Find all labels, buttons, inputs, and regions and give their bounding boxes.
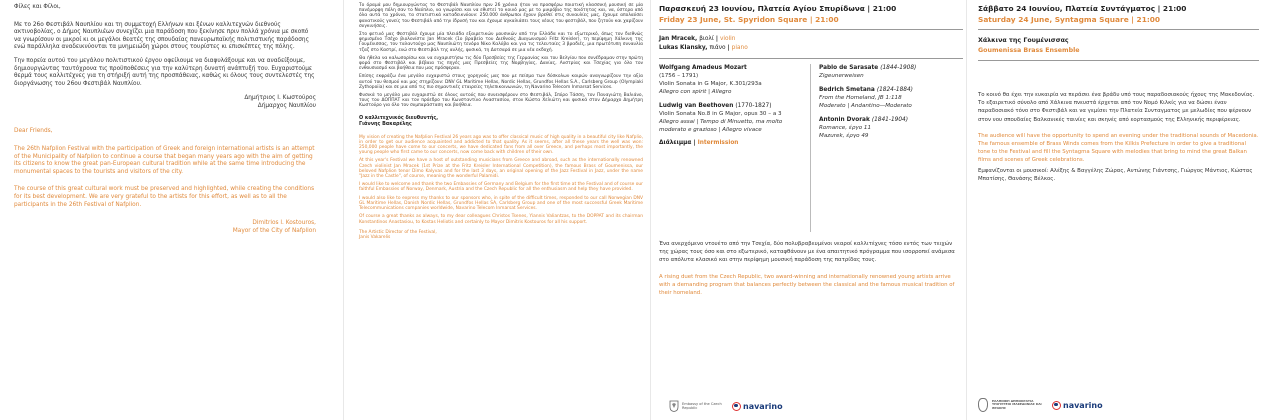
paragraph-gr: Την πορεία αυτού του μεγάλου πολιτιστικού έργου οφείλουμε να διαφυλάξουμε και να αναδείξουμε, δημιουργώντας ταυτόχρονα τις προϋποθέσεις για την καλύτερη δυνατή ανάπτυξή του. Ευχαριστούμε θερμά τους καλλιτέχνες για τη στήριξή αυτή της προσπάθειας, καθώς κι όλους τους συντελεστές της διοργάνωσης του 26ου Φεστιβάλ Ναυπλίου. <box>14 57 315 87</box>
performer-line: Lukas Klansky, πιάνο | piano <box>659 45 748 51</box>
work-title: From the Homeland, JB 1:118 <box>819 95 902 101</box>
composer-name: Wolfgang Amadeus Mozart <box>659 65 747 71</box>
navarino-mark-icon <box>732 402 741 411</box>
performer-line: Jan Mracek, βιολί | violin <box>659 36 736 42</box>
work-title: Mazurek, έργο 49 <box>819 133 869 139</box>
navarino-logo: navarino <box>732 402 783 411</box>
paragraph-en: Of course a great thanks as always, to my dear colleagues Christos Tsenes, Yiannis Valiantzas, to the DOPPAT and its chairman Konstantinos Anastasiou, to Kostas Heliotis and certainly to Mayor Dimitris Kostouros for all his support. <box>359 214 643 225</box>
signature-en: Dimitrios I. Kostouros, Mayor of the City of Nafplion <box>232 220 316 235</box>
czech-embassy-logo: Embassy of the Czech Republic <box>682 402 722 410</box>
director-message-column <box>355 0 647 420</box>
director-signature-en: The Artistic Director of the Festival, Janis Vakarelis <box>359 229 437 240</box>
concert-description-en: The audience will have the opportunity to spend an evening under the traditional sounds of Macedonia. The famous ensemble of Brass Winds comes from the Kilkis Prefecture in order to give a traditional tone to the Festival and fill the Syntagma Square with melodies that bring to mind the great Balkan films and scenes of Greek celebrations. <box>978 132 1259 164</box>
navarino-mark-icon <box>1052 401 1061 410</box>
paragraph-gr: Στο φετινό μας Φεστιβάλ έχουμε μία πλειάδα εξαιρετικών μουσικών από την Ελλάδα και το εξωτερικό, όπως τον διεθνώς φημισμένο Τσέχο βιολονίστα Jan Mracek (1ο βραβείο του Διεθνούς Διαγωνισμού Fritz Kreisler), τη περίφημη Χάλκινη της Γουμένισσας, τον ταλαντούχο μας Ναυπλιώτη τενόρο Νίκο Καλύβα και για τις τελευταίες 3 βραδιές, μια πρωτότυπη συναυλία τζαζ στο Καστρί, ενώ στο Φεστιβάλ της αυλής, φυσικά, τη Δοτσαρά σε μια νέα εκδοχή. <box>359 32 643 53</box>
event-title-gr: Παρασκευή 23 Ιουνίου, Πλατεία Αγίου Σπυρίδωνα | 21:00 <box>659 4 897 13</box>
intermission-label: Διάλειμμα | Intermission <box>659 140 739 146</box>
paragraph-en: The 26th Nafplion Festival with the participation of Greek and foreign international artists is an attempt of the Municipality of Nafplion to continue a course that began many years ago with the aim of getting its citizens to know the great pan-European cultural tradition while at the same time introducing the monumental spaces to the tourists and visitors of the city. <box>14 145 315 175</box>
composer-name: Ludwig van Beethoven (1770-1827) <box>659 103 772 109</box>
friday-concert-column <box>653 0 967 420</box>
movements: Moderato | Andantino—Moderato <box>819 103 912 109</box>
movements: Allegro con spirit | Allegro <box>659 89 732 95</box>
paragraph-gr: Θα ήθελα να καλωσορίσω και να ευχαριστήσω τις δύο Πρεσβείες της Γερμανίας και του Βελγίου που συνέδραμαν στην πρώτη φορά στο Φεστιβάλ και βέβαια τις πηγές μας Πρεσβείες της Νορβηγίας, Δανίας, Αυστρίας και Τσεχίας για όλο τον ενθουσιασμό και βοήθεια που μας πρόσφεραν. <box>359 55 643 72</box>
paragraph-en: I would like to welcome and thank the two Embassies of Germany and Belgium for the first time at the Festival and of course our faithful Embassies of Norway, Denmark, Austria and the Czech Republic for all the enthusiasm and help they have provided. <box>359 182 643 193</box>
ensemble-title-en: Goumenissa Brass Ensemble <box>978 47 1080 54</box>
paragraph-en: My vision of creating the Nafplion Festival 26 years ago was to offer classical music of high quality in a beautiful city like Nafplio, in order to get our audience acquainted and addicted to that quality. As it seems, after all these years the well was won: 250,000 people have come to our concerts, we have dedicated fans from all over Greece, and perhaps most importantly, the young people who first came to our concerts, now come back with children of their own. <box>359 134 643 156</box>
event-title-en: Saturday 24 June, Syntagma Square | 21:00 <box>978 15 1161 24</box>
paragraph-en: The course of this great cultural work must be preserved and highlighted, while creating the conditions for its best development. We are very grateful to the artists for this effort, as well as to all the participants in the 26th Festival of Nafplion. <box>14 186 315 208</box>
concert-description-gr: Ένα ανερχόμενο ντουέτο από την Τσεχία, δύο πολυβραβευμένοι νεαροί καλλιτέχνες τόσο εντός των τειχών της χώρας τους όσο και στο εξωτερικό, καταφθάνουν με ένα απαιτητικό πρόγραμμα που ισορροπεί ανάμεσα στο απόλυτα κλασικό και στην περίφημη μουσική παράδοση της πατρίδας τους. <box>659 241 955 264</box>
paragraph-gr: Φυσικά το μεγάλο μου ευχαριστώ σε όλους αυτούς που συνεισφέρουν στο Φεστιβάλ, Σπύρο Τάσση, τον Παναγιώτη Βαλιάνο, τους του ΔΟΠΠΑΤ και τον πρόεδρο του Κωνσταντίνο Αναστασίου, στον Κώστα Χελιώτη και φυσικά στον Δήμαρχο Δημήτρη Κωστούρο για όλο τον συμπαράσταση και βοήθεια. <box>359 93 643 109</box>
ensemble-title-gr: Χάλκινα της Γουμένισσας <box>978 37 1069 44</box>
composer-name: Pablo de Sarasate (1844-1908) <box>819 65 917 71</box>
divider <box>978 29 1259 30</box>
event-title-en: Friday 23 June, St. Spyridon Square | 21:00 <box>659 15 839 24</box>
program-right <box>819 64 967 140</box>
event-title-gr: Σάββατο 24 Ιουνίου, Πλατεία Συντάγματος | 21:00 <box>978 4 1187 13</box>
paragraph-gr: Επίσης εκφράζω ένα μεγάλο ευχαριστώ στους χορηγούς μας που με πείσμα των δύσκολων καιρών αναγνωρίζουν την αξία αυτού του θεσμού και μας στηρίζουν: DNV GL Maritime Hellas, Nordic Hellas, Grundfos Hellas S.A., Carlsberg Group (Olympiaki Zythopoiia) και σε μια από τις πιο σημαντικές εταιρείες τηλεπικοινωνιών, τη Navarino Telecom Inmarsat Services. <box>359 74 643 90</box>
director-message-en <box>359 135 643 240</box>
work-title: Romance, έργο 11 <box>819 125 872 131</box>
saturday-concert-column <box>968 0 1273 420</box>
concert-description-gr: Το κοινό θα έχει την ευκαιρία να περάσει ένα βράδυ υπό τους παραδοσιακούς ήχους της Μακεδονίας. Το εξαιρετικό σύνολο από Χάλκινα πνευστά έρχεται από τον Νομό Κιλκίς για να δώσει έναν παραδοσιακό τόνο στο Φεστιβάλ και να γεμίσει την Πλατεία Συνταγματος με μελωδίες που φέρνουν στον νου σπουδαίες Βαλκανικές ταινίες και σκηνές από εορτασμούς της Ελληνικής περιφέρειας. <box>978 92 1255 123</box>
paragraph-gr: Με το 26ο Φεστιβάλ Ναυπλίου και τη συμμετοχή Ελλήνων και ξένων καλλιτεχνών διεθνούς ακτινοβολίας, ο Δήμος Ναυπλιέων συνεχίζει μια παράδοση που ξεκίνησε πριν πολλά χρόνια με σκοπό να γνωρίσουν οι μικροί κι οι μεγάλοι θεατές της σπουδαίας πανευρωπαϊκής πολιτιστικής παράδοσης ενώ παράλληλα αναδεικνύονται τα μνημειώδη χώροι στους τουρίστες κι επισκέπτες της πόλης. <box>14 21 310 51</box>
paragraph-en: At this year's Festival we have a host of outstanding musicians from Greece and abroad, such as the internationally renowned Czech violinist Jan Mracek (1st Prize at the Fritz Kreisler International Competition), the famous Brass of Goumenissa, our beloved Nafplion tenor Dimo Kalyvas and for the last 3 days, an original opening of the Jazz Festival in Jazz, under the name "Jazz in the Castle", of course, meaning the wonderful Palamidi. <box>359 158 643 180</box>
movements: Allegro assai | Tempo di Minuetto, ma molto moderato e grazioso | Allegro vivace <box>659 119 783 133</box>
paragraph-en: I would also like to express my thanks to our sponsors who, in spite of the difficult times, responded to our call Norwegian DNV GL Maritime Hellas, Danish Nordic Hellas, Grundfos Hellas SA, Carlsberg Group and one of the most successful Greek Maritime Telecommunications companies worldwide, Navarino Telecom Inmarsat Services. <box>359 195 643 212</box>
program <box>659 64 963 234</box>
czech-crest-icon <box>669 400 679 412</box>
divider <box>978 60 1259 61</box>
greeting-gr: Φίλες και Φίλοι, <box>14 4 61 10</box>
page-fold <box>650 0 651 420</box>
page-fold <box>343 0 344 420</box>
composer-name: Antonin Dvorak (1841-1904) <box>819 117 908 123</box>
composer-name: Bedrich Smetana (1824-1884) <box>819 87 913 93</box>
navarino-logo: navarino <box>1052 401 1103 410</box>
work-title: Violin Sonata in G Major, K.301/293a <box>659 81 762 87</box>
sponsor-logos <box>669 400 783 412</box>
program-left <box>659 64 811 232</box>
greeting-en-block <box>14 128 316 209</box>
mayor-greeting-column <box>0 0 330 420</box>
signature-gr: Δημήτριος Ι. Κωστούρος Δήμαρχος Ναυπλίου <box>244 95 316 110</box>
divider <box>659 58 963 59</box>
performers-list-gr: Εμφανίζονται οι μουσικοί: Αλέξης & Βαγγέλης Ζώρας, Αντώνης Γιάντσης, Γιώργος Μάντιος, Κώστας Μπατίσης, Θανάσης Βέλκος. <box>978 167 1253 182</box>
concert-description-en: A rising duet from the Czech Republic, two award-winning and internationally renowned young artists arrive with a demanding program that balances perfectly between the classical and the famous musical tradition of their homeland. <box>659 273 955 297</box>
director-signature-gr: Ο καλλιτεχνικός διευθυντής, Γιάννης Βακαρέλης <box>359 114 439 127</box>
composer-years: (1756 – 1791) <box>659 73 699 79</box>
sponsor-logos <box>978 398 1103 412</box>
work-title: Zigeunerweisen <box>819 73 864 79</box>
paragraph-gr: Το όραμά μου δημιουργώντας το Φεστιβάλ Ναυπλίου πριν 26 χρόνια ήταν να προσφέρω ποιοτική κλασσική μουσική σε μία πανέμορφη πόλη σαν το Ναύπλιο, να γνωρίσει και να εθιστεί το κοινό μας με το μικρόβιο της ποιότητας και, να, ύστερα από όλα αυτά τα χρόνια, τα στατιστικά καταδεικνύουν: 250.000 άνθρωποι έχουν βρεθεί στις συναυλίες μας, έχουμε απολαύσει φανατικούς γονείς του Φεστιβάλ από την ίδρυσή του και έχουμε αγκαλιάσει τους νέους του φεστιβάλ, που ζητούν και χαρίζουν συγκινήσεις. <box>359 3 643 29</box>
ministry-crest-icon <box>978 398 988 412</box>
divider <box>659 29 963 30</box>
greeting-en: Dear Friends, <box>14 128 53 135</box>
work-title: Violin Sonata No.8 in G Major, opus 30 – a 3 <box>659 111 782 117</box>
ministry-logo: ΕΛΛΗΝΙΚΗ ΔΗΜΟΚΡΑΤΙΑ ΥΠΟΥΡΓΕΙΟ ΜΑΚΕΔΟΝΙΑΣ ΚΑΙ ΘΡΑΚΗΣ <box>992 398 1042 410</box>
